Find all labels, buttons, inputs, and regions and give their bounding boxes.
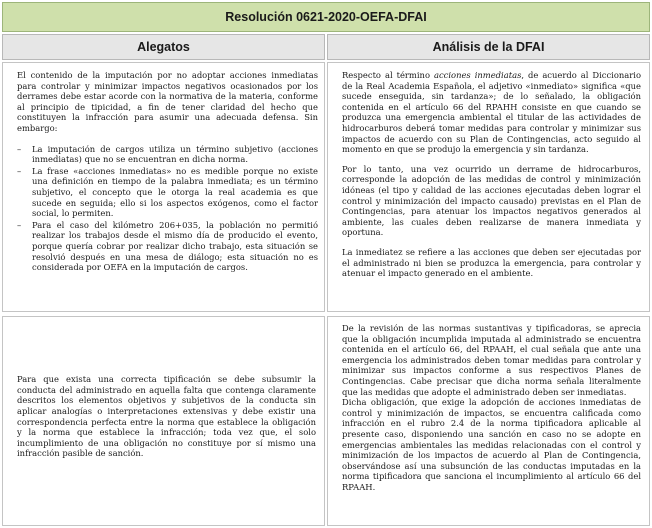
list-item: – La imputación de cargos utiliza un término subjetivo (acciones inmediatas) que no se encuentran en dicha norma. — [17, 144, 318, 165]
p1-before: Respecto al término — [342, 70, 434, 80]
row1-alegatos-intro: El contenido de la imputación por no adoptar acciones inmediatas para controlar y minimizar impactos negativos ocasionados por los derrames debe estar acorde con la normativa de la materia, conforme al principio de tipicidad, a fin de tener claridad del hecho que constituyen la infracción para asumir una adecuada defensa. Sin embargo: — [17, 70, 318, 133]
row1-analisis-cell — [327, 62, 650, 312]
row1-alegatos-cell — [2, 62, 325, 312]
row2-alegatos-cell — [2, 316, 325, 526]
row2-analisis-cell — [327, 316, 650, 526]
column-header-alegatos: Alegatos — [2, 34, 325, 60]
row2-analisis-paragraph-1: De la revisión de las normas sustantivas y tipificadoras, se aprecia que la obligación incumplida imputada al administrado se encuentra contenida en el artículo 66, del RPAAH, el cual señala que ante una emergencia los administrados deben tomar medidas para controlar y minimizar sus impactos conforme a sus respectivos Planes de Contingencias. Cabe precisar que dicha norma señala literalmente que las medidas que adopte el administrado deben ser inmediatas. — [342, 323, 641, 397]
row1-analisis-paragraph-3: La inmediatez se refiere a las acciones que deben ser ejecutadas por el administrado ni bien se produzca la emergencia, para controlar y atenuar el impacto generado en el ambiente. — [342, 246, 641, 279]
p1-italic-term: acciones inmediatas — [433, 70, 522, 80]
p1-after: , de acuerdo al Diccionario de la Real Academia Española, el adjetivo «inmediato» significa «que sucede enseguida, sin tardanza»; de lo señalado, la obligación contenida en el artículo 66 del RPAHH consiste en que cuando se produzca una emergencia ambiental el titular de las actividades de hidrocarburos deberá tomar medidas para controlar y minimizar sus impactos de acuerdo con su Plan de Contingencias, acto seguido al momento en que se produjo la emergencia y sin tardanza. — [342, 70, 641, 155]
row1-analisis-paragraph-2: Por lo tanto, una vez ocurrido un derrame de hidrocarburos, corresponde la adopción de las medidas de control y minimización idóneas (el tipo y calidad de las acciones ejecutadas deben lograr el control y minimización del impacto causado) previstas en el Plan de Contingencias, para atenuar los impactos negativos generados al ambiente, las cuales deben realizarse de manera inmediata y oportuna. — [342, 163, 641, 238]
row2-alegatos-text: Para que exista una correcta tipificación se debe subsumir la conducta del administrado en aquella falta que contenga claramente descritos los elementos objetivos y subjetivos de la conducta sin aplicar analogías o interpretaciones extensivas y debe existir una correspondencia perfecta entre la norma que establece la obligación y la norma que establece la infracción; toda vez que, el solo incumplimiento de una obligación no constituye por sí mismo una infracción pasible de sanción. — [17, 374, 316, 459]
row1-alegatos-bullets — [17, 144, 318, 273]
list-item: – La frase «acciones inmediatas» no es medible porque no existe una definición en tiempo de la palabra inmediata; es un término subjetivo, el concepto que le otorga la real academia es que sucede en seguida; ello si los aspectos exógenos, como el factor social, lo permiten. — [17, 166, 318, 219]
list-item: – Para el caso del kilómetro 206+035, la población no permitió realizar los trabajos desde el mismo día de producido el evento, porque quería cobrar por realizar dicho trabajo, esta situación se resolvió después en una mesa de diálogo; esta situación no es considerada por OEFA en la imputación de cargos. — [17, 220, 318, 273]
row2-analisis-paragraph-2: Dicha obligación, que exige la adopción de acciones inmediatas de control y minimización de impactos, se encuentra calificada como infracción en el rubro 2.4 de la norma tipificadora aplicable al presente caso, disponiendo una sanción en caso no se adopte en emergencias ambientales las medidas relacionadas con el control y minimización de los impactos de acuerdo al Plan de Contingencia, observándose así una subsunción de las conductas imputadas en la norma tipificadora que sanciona el incumplimiento al artículo 66 del RPAAH. — [342, 397, 641, 492]
table-title: Resolución 0621-2020-OEFA-DFAI — [2, 2, 650, 32]
column-header-analisis: Análisis de la DFAI — [327, 34, 650, 60]
row1-analisis-paragraph-1 — [342, 70, 641, 155]
